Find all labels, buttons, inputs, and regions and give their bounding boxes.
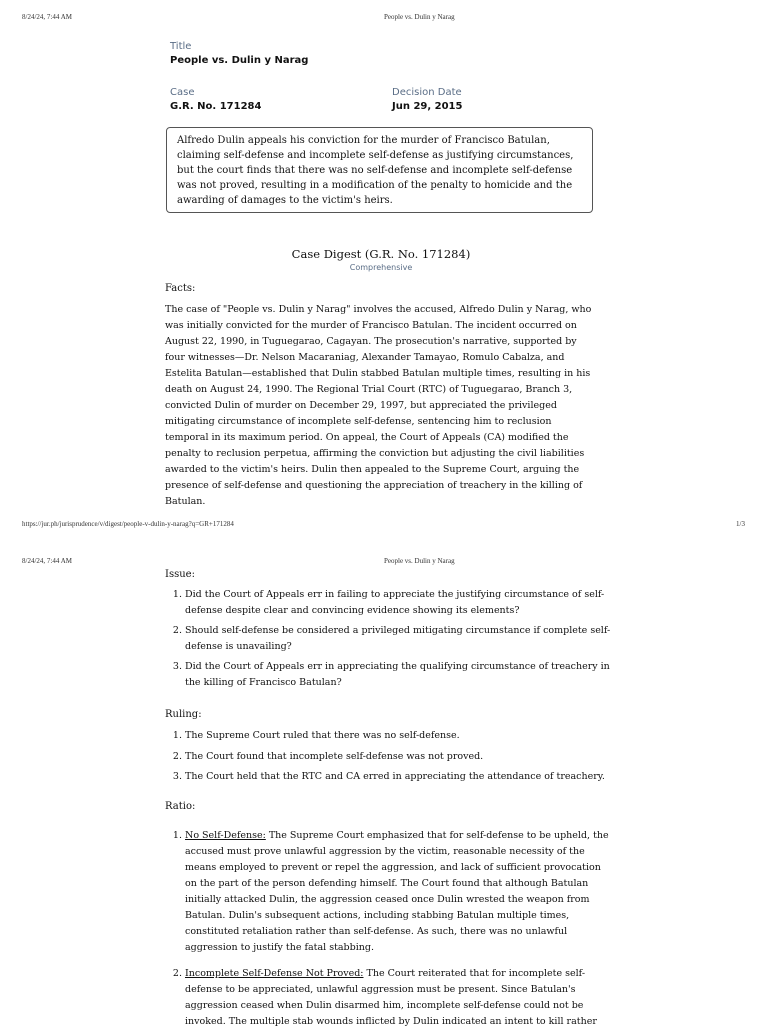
print-page-title-page2: People vs. Dulin y Narag xyxy=(384,557,455,565)
facts-paragraph: The case of "People vs. Dulin y Narag" involves the accused, Alfredo Dulin y Narag, who was initially convicted for the murder of Francisco Batulan. The incident occurred on August 22, 1990, in Tuguegarao, Cagayan. The prosecution's narrative, supported by four witnesses—Dr. Nelson Macaraniag, Alexander Tamayao, Romulo Cabalza, and Estelita Batulan—established that Dulin stabbed Batulan multiple times, resulting in his death on August 24, 1990. The Regional Trial Court (RTC) of Tuguegarao, Branch 3, convicted Dulin of murder on December 29, 1997, but appreciated the privileged mitigating circumstance of incomplete self-defense, sentencing him to reclusion temporal in its maximum period. On appeal, the Court of Appeals (CA) modified the penalty to reclusion perpetua, affirming the conviction but adjusting the civil liabilities awarded to the victim's heirs. Dulin then appealed to the Supreme Court, arguing the presence of self-defense and questioning the appreciation of treachery in the killing of Batulan. xyxy=(165,304,592,507)
case-summary: Alfredo Dulin appeals his conviction for the murder of Francisco Batulan, claiming self-defense and incomplete self-defense as justifying circumstances, but the court finds that there was no self-defense and incomplete self-defense was not proved, resulting in a modification of the penalty to homicide and the awarding of damages to the victim's heirs. xyxy=(166,127,593,213)
ratio-item-text: The Court reiterated that for incomplete self-defense to be appreciated, unlawful aggression must be present. Since Batulan's aggression ceased when Dulin disarmed him, incomplete self-defense could not be invoked. The multiple stab wounds inflicted by Dulin indicated an intent to kill rather xyxy=(185,968,597,1027)
ruling-list xyxy=(165,728,615,785)
ratio-item-heading: Incomplete Self-Defense Not Proved: xyxy=(185,968,364,979)
decision-date-label: Decision Date xyxy=(392,87,462,98)
ratio-item xyxy=(185,828,615,956)
digest-title: Case Digest (G.R. No. 171284) xyxy=(291,247,471,261)
ratio-list xyxy=(165,828,615,1030)
ruling-item: 2. The Court found that incomplete self-defense was not proved. xyxy=(185,749,615,765)
ratio-heading: Ratio: xyxy=(165,801,196,812)
issue-item: 2. Should self-defense be considered a privileged mitigating circumstance if complete self-defense is unavailing? xyxy=(185,623,615,654)
print-page-number: 1/3 xyxy=(736,520,745,528)
ratio-item xyxy=(185,966,615,1030)
issue-item: 1. Did the Court of Appeals err in failing to appreciate the justifying circumstance of self-defense despite clear and convincing evidence showing its elements? xyxy=(185,587,615,618)
ruling-item: 3. The Court held that the RTC and CA erred in appreciating the attendance of treachery. xyxy=(185,769,615,785)
ratio-item-text: The Supreme Court emphasized that for self-defense to be upheld, the accused must prove unlawful aggression by the victim, reasonable necessity of the means employed to prevent or repel the aggression, and lack of sufficient provocation on the part of the person defending himself. The Court found that although Batulan initially attacked Dulin, the aggression ceased once Dulin wrested the weapon from Batulan. Dulin's subsequent actions, including stabbing Batulan multiple times, constituted retaliation rather than self-defense. As such, there was no unlawful aggression to justify the fatal stabbing. xyxy=(185,830,609,953)
print-url: https://jur.ph/jurisprudence/v/digest/people-v-dulin-y-narag?q=GR+171284 xyxy=(22,520,234,528)
ruling-item: 1. The Supreme Court ruled that there was no self-defense. xyxy=(185,728,615,744)
print-timestamp: 8/24/24, 7:44 AM xyxy=(22,13,72,21)
issue-heading: Issue: xyxy=(165,569,195,580)
case-number: G.R. No. 171284 xyxy=(170,101,262,112)
facts-heading: Facts: xyxy=(165,283,196,294)
issue-list xyxy=(165,587,615,690)
case-label: Case xyxy=(170,87,195,98)
digest-subtitle: Comprehensive xyxy=(349,263,413,272)
print-timestamp-page2: 8/24/24, 7:44 AM xyxy=(22,557,72,565)
ratio-item-heading: No Self-Defense: xyxy=(185,830,266,841)
ruling-heading: Ruling: xyxy=(165,709,202,720)
print-page-title: People vs. Dulin y Narag xyxy=(384,13,455,21)
issue-item: 3. Did the Court of Appeals err in appreciating the qualifying circumstance of treachery in the killing of Francisco Batulan? xyxy=(185,659,615,690)
decision-date: Jun 29, 2015 xyxy=(392,101,463,112)
case-title: People vs. Dulin y Narag xyxy=(170,55,309,66)
title-label: Title xyxy=(170,41,192,52)
